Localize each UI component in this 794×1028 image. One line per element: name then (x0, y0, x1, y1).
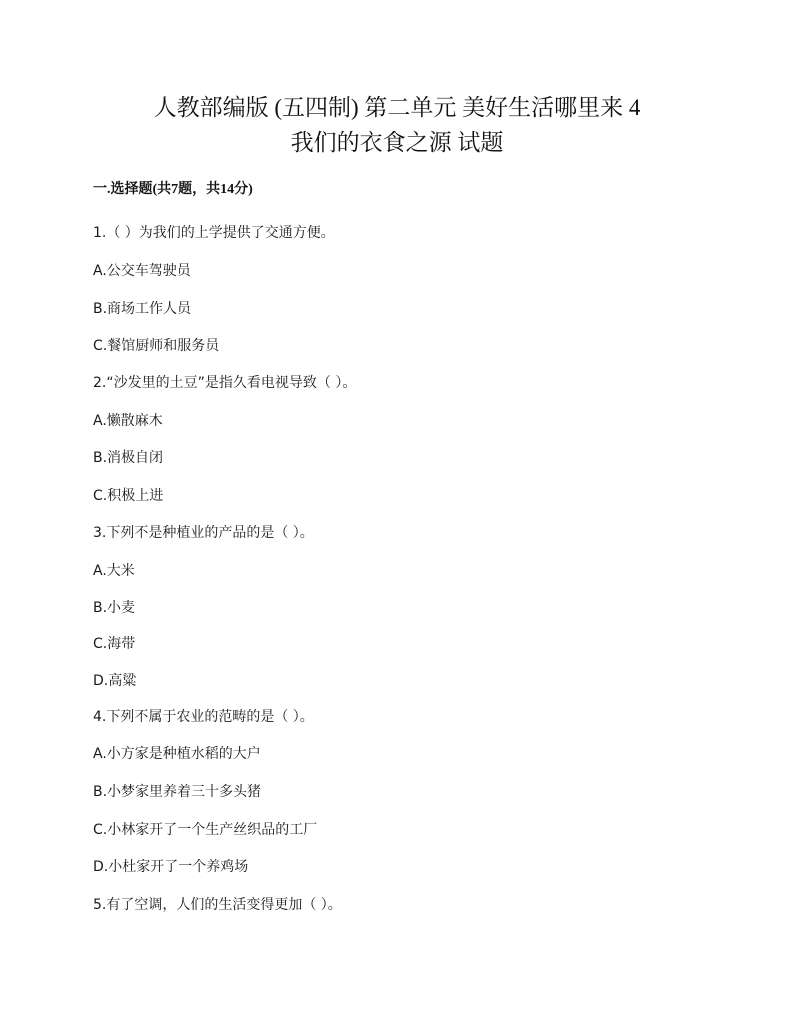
question-1-stem: 1.（ ）为我们的上学提供了交通方便。 (93, 225, 335, 241)
question-3-option-a: A.大米 (93, 563, 135, 579)
question-5-stem: 5.有了空调，人们的生活变得更加（ ）。 (93, 897, 342, 913)
question-4-option-c: C.小林家开了一个生产丝织品的工厂 (93, 822, 318, 838)
question-3-stem: 3.下列不是种植业的产品的是（ ）。 (93, 525, 314, 541)
question-3-option-d: D.高粱 (93, 673, 137, 689)
question-1-option-c: C.餐馆厨师和服务员 (93, 338, 220, 354)
section-header: 一.选择题(共7题，共14分) (93, 182, 253, 197)
question-3-option-b: B.小麦 (93, 600, 136, 616)
document-title-line-1: 人教部编版 (五四制) 第二单元 美好生活哪里来 4 (153, 95, 641, 120)
document-title-line-2: 我们的衣食之源 试题 (290, 130, 504, 155)
question-2-option-c: C.积极上进 (93, 488, 164, 504)
question-2-option-a: A.懒散麻木 (93, 413, 163, 429)
question-4-option-d: D.小杜家开了一个养鸡场 (93, 859, 249, 875)
question-2-option-b: B.消极自闭 (93, 450, 164, 466)
question-3-option-c: C.海带 (93, 636, 136, 652)
question-4-option-a: A.小方家是种植水稻的大户 (93, 746, 261, 762)
question-1-option-a: A.公交车驾驶员 (93, 263, 191, 279)
question-4-option-b: B.小梦家里养着三十多头猪 (93, 784, 262, 800)
question-2-stem: 2.“沙发里的土豆”是指久看电视导致（ ）。 (93, 375, 357, 391)
question-4-stem: 4.下列不属于农业的范畴的是（ ）。 (93, 709, 314, 725)
question-1-option-b: B.商场工作人员 (93, 301, 192, 317)
